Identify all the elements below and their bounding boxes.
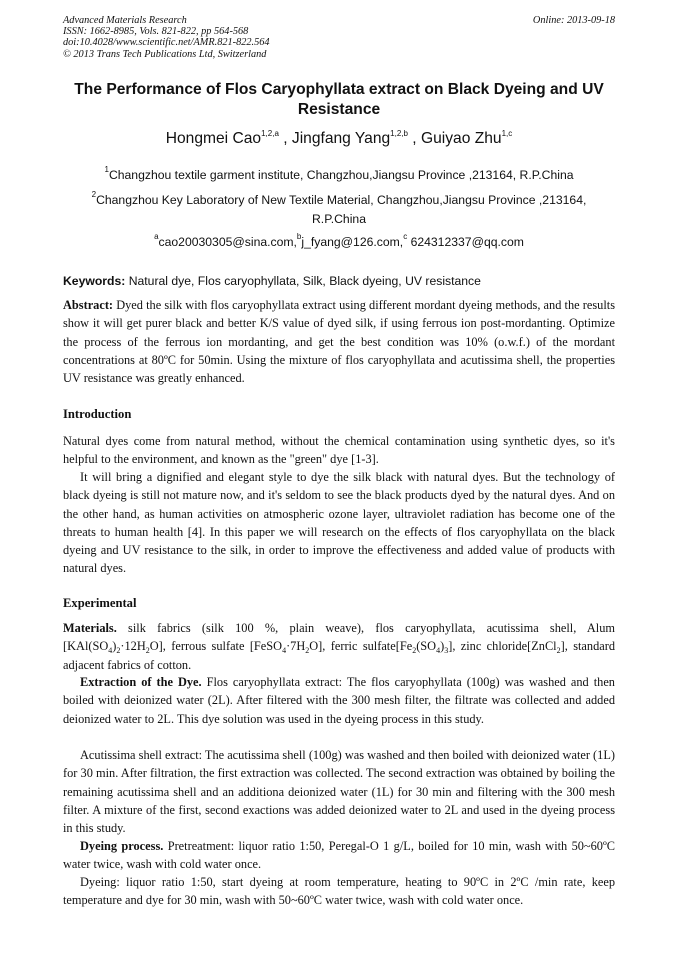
author-sep: , (278, 130, 292, 147)
formula-part: ·7H (286, 639, 306, 654)
journal-name: Advanced Materials Research (63, 15, 187, 26)
email-sup: b (296, 232, 302, 241)
formula-sub: 2 (412, 646, 417, 656)
dyeing-text: Pretreatment: liquor ratio 1:50, Peregal-O 1 g/L, boiled for 10 min, wash with 50~60ºC water twice, wash with cold water once. (63, 839, 616, 872)
email-sup: a (154, 232, 159, 241)
formula-sub: 2 (116, 646, 121, 656)
doi-line[interactable]: doi:10.4028/www.scientific.net/AMR.821-822.564 (63, 37, 270, 49)
author-sup: 1,2,a (261, 129, 279, 138)
author-list (58, 130, 620, 148)
author-sup: 1,2,b (390, 129, 408, 138)
formula-part: ], zinc chloride[ZnCl (448, 639, 557, 654)
author-name: Jingfang Yang (291, 130, 391, 147)
dyeing-label: Dyeing process. (80, 839, 164, 853)
materials-tail: standard adjacent fabrics of cotton. (63, 639, 616, 672)
copyright-line: © 2013 Trans Tech Publications Ltd, Switzerland (63, 48, 267, 60)
formula-sub: 2 (556, 646, 561, 656)
acutissima-paragraph: Acutissima shell extract: The acutissima shell (100g) was washed and then boiled with deionized water (1L) for 30 min. After filtration, the first extraction was collected. The second extraction was obtained by boiling the remaining acutissima shell and an additiona deionized water (1L) for 30 min and filtering with the 300 mesh filter. A mixture of the first, second exactions was added deionized water to 2L and used in the dyeing process in this study. (63, 748, 615, 836)
email-sup: c (403, 232, 408, 241)
dyeing-paragraph-2: Dyeing: liquor ratio 1:50, start dyeing at room temperature, heating to 90ºC in 2ºC /min rate, keep temperature and dye for 30 min, wash with 50~60ºC water twice, wash with cold water once. (63, 875, 615, 908)
formula-part: ) (440, 639, 445, 654)
abstract-label: Abstract: (63, 298, 114, 312)
affiliation-sup: 2 (91, 190, 97, 199)
formula-part: (SO (416, 639, 437, 654)
formula-part: [KAl(SO (63, 639, 109, 654)
affiliation-text-cont: R.P.China (312, 212, 366, 226)
dyeing-paragraph (63, 837, 615, 874)
extraction-paragraph (63, 673, 615, 728)
affiliation-sup: 1 (104, 165, 109, 174)
section-heading-experimental: Experimental (63, 596, 137, 610)
formula-part: ) (112, 639, 117, 654)
formula-sub: 3 (444, 646, 449, 656)
email-a[interactable]: cao20030305@sina.com, (158, 235, 297, 249)
paper-title: The Performance of Flos Caryophyllata extract on Black Dyeing and UV Resistance (74, 81, 604, 118)
formula-sub: 4 (436, 646, 441, 656)
author-name: Guiyao Zhu (420, 130, 502, 147)
author-name: Hongmei Cao (165, 130, 262, 147)
affiliation-text: Changzhou textile garment institute, Changzhou,Jiangsu Province ,213164, R.P.China (108, 168, 574, 182)
materials-paragraph (63, 619, 615, 674)
intro-paragraph-1: Natural dyes come from natural method, without the chemical contamination using synthetic dyes, so it's helpful to the environment, and known as the "green" dye [1-3]. (63, 434, 615, 467)
formula-part: O], ferric sulfate[Fe (309, 639, 413, 654)
email-list (58, 232, 620, 249)
formula-sub: 2 (305, 646, 310, 656)
materials-label: Materials. (63, 621, 117, 635)
affiliation-1 (58, 166, 620, 185)
materials-text: silk fabrics (silk 100 %, plain weave), flos caryophyllata, acutissima shell, Alum (116, 621, 615, 635)
formula-part: ·12H (120, 639, 146, 654)
formula-part: O], ferrous sulfate [FeSO (149, 639, 283, 654)
formula-sub: 4 (108, 646, 113, 656)
email-b[interactable]: j_fyang@126.com, (301, 235, 404, 249)
extraction-text: Flos caryophyllata extract: The flos caryophyllata (100g) was washed and then boiled with deionized water (2L). After filtered with the 300 mesh filter, the filtrate was collected and added deionized water to 2L. This dye solution was used in the dyeing process in this study. (63, 675, 615, 726)
formula-part: ], (560, 639, 568, 654)
journal-header (63, 15, 393, 60)
keywords-label: Keywords: (63, 274, 126, 288)
online-date: Online: 2013-09-18 (532, 15, 615, 26)
extraction-label: Extraction of the Dye. (80, 675, 202, 689)
keywords (63, 274, 615, 288)
affiliation-2 (58, 191, 620, 229)
intro-paragraph-2: It will bring a dignified and elegant style to dye the silk black with natural dyes. But the technology of black dyeing is still not mature now, and it's seldom to see the black products dyed by the natural dyes. And on the other hand, as human activities on atmospheric ozone layer, ultraviolet radiation has become one of the threats to human health [4]. In this paper we will research on the effects of flos caryophyllata on the black dyeing and UV resistance to the silk, in order to improve the effectiveness and added value of products with natural dyes. (63, 470, 615, 576)
affiliation-text: Changzhou Key Laboratory of New Textile Material, Changzhou,Jiangsu Province ,213164, (96, 193, 587, 207)
keywords-text: Natural dye, Flos caryophyllata, Silk, Black dyeing, UV resistance (125, 274, 481, 288)
formula-sub: 4 (282, 646, 287, 656)
section-heading-introduction: Introduction (63, 407, 132, 421)
abstract-text: Dyed the silk with flos caryophyllata extract using different mordant dyeing methods, and the results show it will get purer black and better K/S value of dyed silk, if using ferrous ion post-mordanting. Optimize the process of the ferrous ion mordanting, and get the best condition was 10% (o.w.f.) of the mordant concentrations at 80ºC for 50min. Using the mixture of flos caryophyllata and acutissima shell, the properties UV resistance was greatly enhanced. (63, 298, 615, 386)
issn-line: ISSN: 1662-8985, Vols. 821-822, pp 564-568 (63, 26, 249, 38)
abstract (63, 296, 615, 387)
author-sup: 1,c (501, 129, 513, 138)
formula-sub: 2 (145, 646, 150, 656)
email-c[interactable]: 624312337@qq.com (407, 235, 524, 249)
author-sep: , (407, 130, 421, 147)
